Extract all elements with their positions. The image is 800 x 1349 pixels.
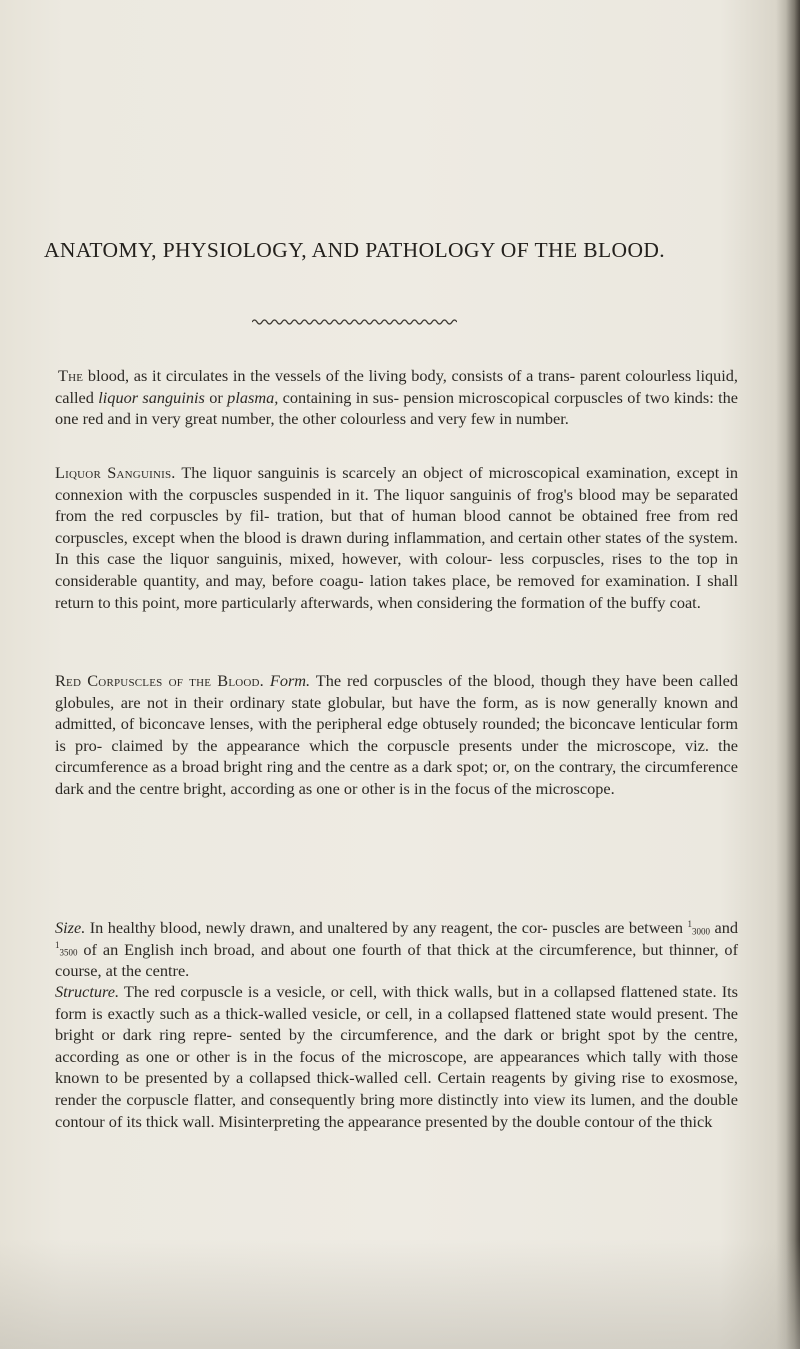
fraction-one-3500	[55, 940, 78, 957]
structure-subheading: Structure.	[55, 982, 120, 1001]
intro-lead: The	[58, 366, 84, 385]
ornamental-rule	[252, 318, 457, 326]
intro-text-3: containing in sus- pension microscopical corpuscles of two kinds: the one red and in very great number, the other colourless and very few in number.	[55, 387, 739, 429]
liquor-paragraph	[55, 462, 738, 613]
intro-text-2: or	[204, 387, 228, 407]
size-subheading: Size.	[55, 918, 86, 937]
intro-text-1: blood, as it circulates in the vessels of the living body, consists of a trans- parent colourless liquid, called	[55, 366, 738, 407]
red-corpuscles-heading: Red Corpuscles of the Blood.	[55, 671, 264, 690]
fraction-1-numerator: 1	[687, 918, 693, 929]
form-subheading: Form.	[269, 671, 311, 690]
fraction-1-denominator: 3000	[692, 926, 711, 936]
fraction-2-denominator: 3500	[59, 947, 78, 958]
liquor-heading: Liquor Sanguinis.	[55, 463, 176, 482]
intro-paragraph	[55, 365, 738, 430]
structure-text: The red corpuscle is a vesicle, or cell, with thick walls, but in a collapsed flattened state. Its form is exactly such as a thick-walled vesicle, or cell, in a collapsed flattened state would present. The bright or dark ring repre- sented by the circumference, and the dark or bright spot by the centre, according as one or other is in the focus of the microscope, are appearances which tally with those known to be presented by a collapsed thick-walled cell. Certain reagents by giving rise to exosmose, render the corpuscle flatter, and consequently bring more distinctly into view its lumen, and the double contour of its thick wall. Misinterpreting the appearance presented by the double contour of the thick	[55, 982, 738, 1131]
page-title: ANATOMY, PHYSIOLOGY, AND PATHOLOGY OF THE BLOOD.	[44, 238, 666, 262]
intro-term-liquor: liquor sanguinis	[98, 387, 205, 407]
fraction-2-numerator: 1	[55, 940, 60, 951]
page-edge-shadow	[786, 0, 800, 1349]
size-text-3: of an English inch broad, and about one fourth of that thick at the circumference, but thinner, of course, at the centre.	[55, 939, 738, 981]
red-corpuscles-text: The red corpuscles of the blood, though they have been called globules, are not in their ordinary state globular, but have the form, as is now generally known and admitted, of biconcave lenses, with the peripheral edge obtusely rounded; the biconcave lenticular form is pro- claimed by the appearance which the corpuscle presents under the microscope, viz. the circumference as a broad bright ring and the centre as a dark spot; or, on the contrary, the circumference dark and the centre bright, according as one or other is in the focus of the microscope.	[55, 671, 738, 798]
size-text-1: In healthy blood, newly drawn, and unaltered by any reagent, the cor- puscles are between	[85, 918, 688, 937]
liquor-text: The liquor sanguinis is scarcely an object of microscopical examination, except in connexion with the corpuscles suspended in it. The liquor sanguinis of frog's blood may be separated from the red corpuscles by fil- tration, but that of human blood cannot be obtained free from red corpuscles, except when the blood is drawn during inflammation, and certain other states of the system. In this case the liquor sanguinis, mixed, however, with colour- less corpuscles, rises to the top in considerable quantity, and may, before coagu- lation takes place, be removed for examination. I shall return to this point, more particularly afterwards, when considering the formation of the buffy coat.	[55, 463, 738, 612]
fraction-one-3000	[688, 919, 711, 936]
size-text-2: and	[710, 918, 738, 937]
intro-term-plasma: plasma,	[227, 387, 279, 407]
size-paragraph	[55, 917, 738, 982]
page-bottom-shade	[0, 1239, 800, 1349]
structure-paragraph	[55, 981, 738, 1132]
red-corpuscles-paragraph	[55, 670, 738, 800]
